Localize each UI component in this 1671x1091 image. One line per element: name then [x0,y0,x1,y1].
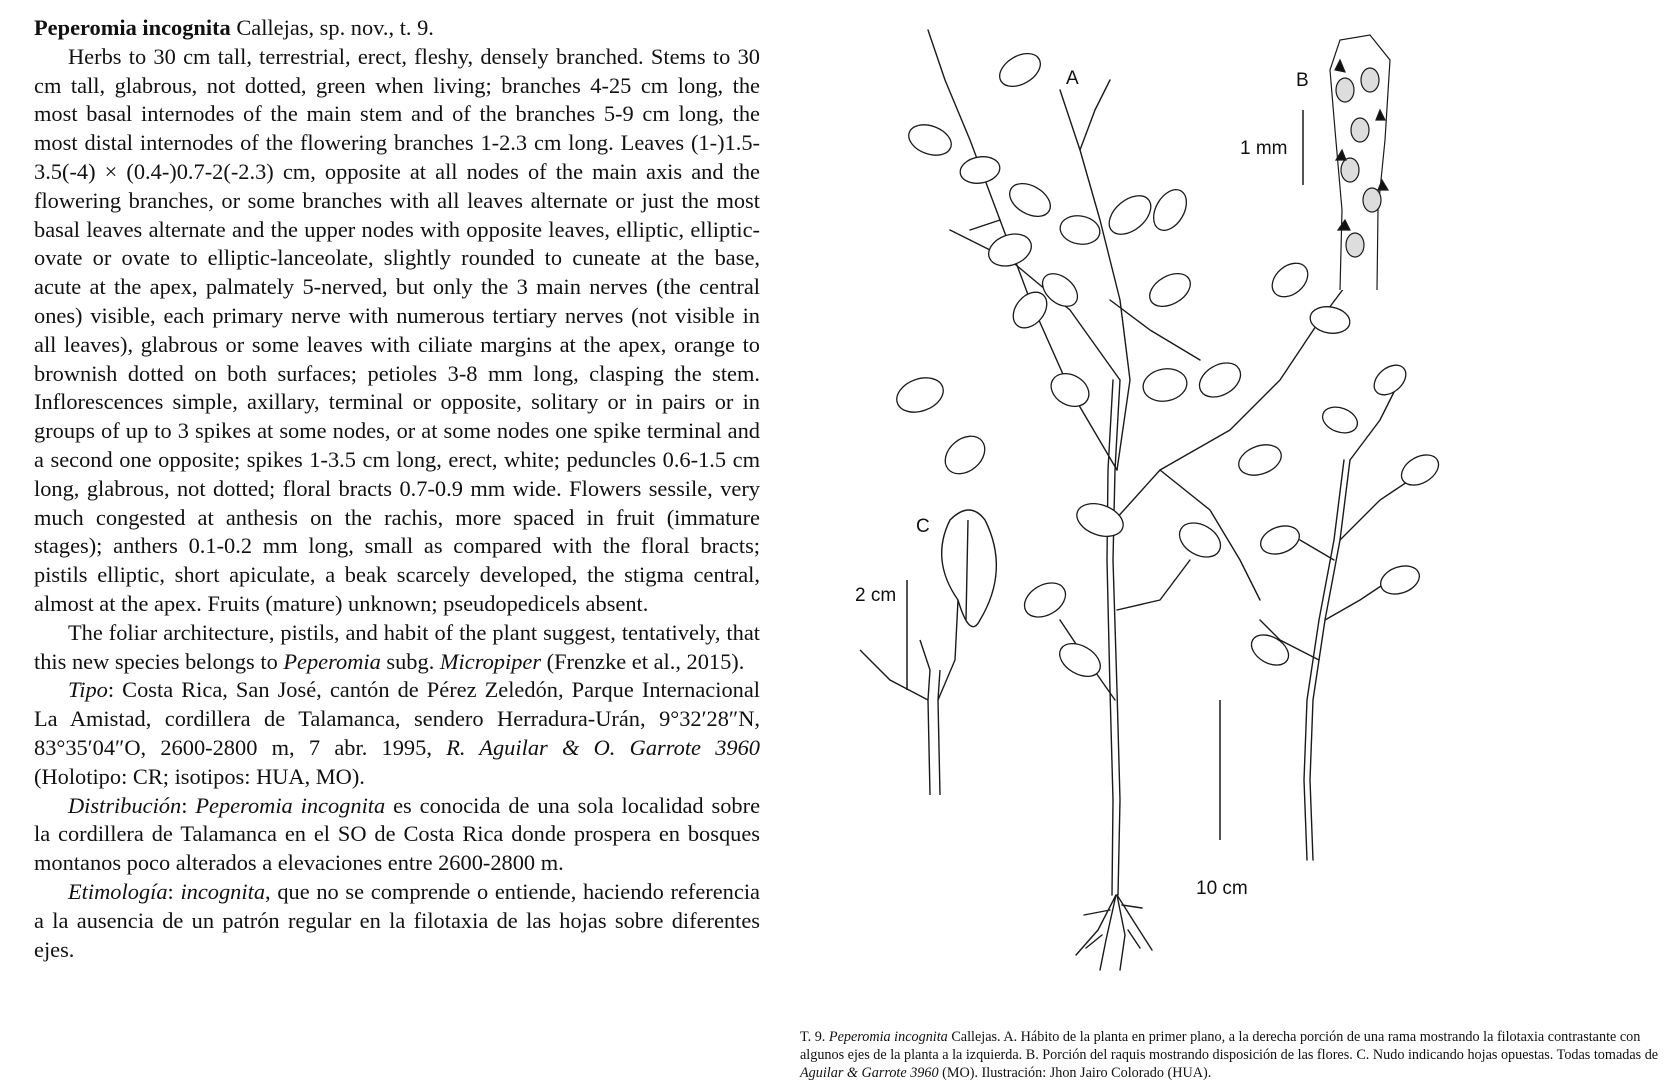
species-name: Peperomia incognita [34,15,231,40]
distribution-label: Distribución [68,792,182,818]
botanical-illustration [780,0,1671,1030]
detail-b-drawing [1330,35,1390,290]
figure-caption: T. 9. Peperomia incognita Callejas. A. Hábito de la planta en primer plano, a la derecha porción de una rama mostrando la filotaxia contrastante con algunos ejes de la planta a la izquierda. B. Porción del raquis mostrando disposición de las flores. C. Nudo indicando hojas opuestas. Todas tomadas de Aguilar & Garrote 3960 (MO). Ilustración: Jhon Jairo Colorado (HUA). [800,1029,1659,1081]
article-text [34,14,760,964]
scale-label-a: 10 cm [1196,878,1248,899]
leaves-right-branch [1246,359,1444,671]
figure-label-c: C [916,516,930,537]
etymology-paragraph: Etimología: incognita, que no se comprende o entiende, haciendo referencia a la ausencia de un patrón regular en la filotaxia de las hojas sobre diferentes ejes. [34,878,760,962]
scale-label-b: 1 mm [1240,138,1288,159]
figure-label-b: B [1296,70,1309,91]
etymology-label: Etimología [68,878,168,904]
roots [1076,895,1152,970]
plant-drawing [780,0,1671,1030]
type-collectors: R. Aguilar & O. Garrote 3960 [446,734,761,760]
distribution-paragraph: Distribución: Peperomia incognita es conocida de una sola localidad sobre la cordillera de Talamanca en el SO de Costa Rica donde prospera en bosques montanos poco alterados a elevaciones entre 2600-2800 m. [34,792,761,876]
scale-label-c: 2 cm [855,585,897,606]
description-paragraph: Herbs to 30 cm tall, terrestrial, erect, fleshy, densely branched. Stems to 30 cm tall, glabrous, not dotted, green when living; branches 4-25 cm long, the most basal internodes of the main stem and of the branches 5-9 cm long, the most distal internodes of the flowering branches 1-2.3 cm long. Leaves (1-)1.5-3.5(-4) × (0.4-)0.7-2(-2.3) cm, opposite at all nodes of the main axis and the flowering branches, or some branches with all leaves alternate or just the most basal leaves alternate and the upper nodes with opposite leaves, elliptic, elliptic-ovate or ovate to elliptic-lanceolate, slightly rounded to cuneate at the base, acute at the apex, palmately 5-nerved, but only the 3 main nerves (the central ones) visible, each primary nerve with numerous tertiary nerves (not visible in all leaves), glabrous or some leaves with ciliate margins at the apex, orange to brownish dotted on both surfaces; petioles 3-8 mm long, clasping the stem. Inflorescences simple, axillary, terminal or opposite, solitary or in pairs or in groups of up to 3 spikes at some nodes, or at some nodes one spike terminal and a second one opposite; spikes 1-3.5 cm long, erect, white; peduncles 0.6-1.5 cm long, glabrous, not dotted; floral bracts 0.7-0.9 mm wide. Flowers sessile, very much congested at anthesis on the rachis, more spaced in fruit (immature stages); anthers 0.1-0.2 mm long, small as compared with the floral bracts; pistils elliptic, short apiculate, a beak scarcely developed, the stigma central, almost at the apex. Fruits (mature) unknown; pseudopedicels absent. [34,43,760,616]
right-branch [1310,460,1350,860]
remark-paragraph: The foliar architecture, pistils, and habit of the plant suggest, tentatively, that this new species belongs to Peperomia subg. Micropiper (Frenzke et al., 2015). [34,619,760,674]
figure-label-a: A [1066,68,1079,89]
type-label: Tipo [68,677,108,703]
detail-c-drawing [860,510,996,795]
species-heading [34,14,760,43]
type-paragraph: Tipo: Costa Rica, San José, cantón de Pérez Zeledón, Parque Internacional La Amistad, cordillera de Talamanca, sendero Herradura-Urán, 9°32′28″N, 83°35′04″O, 2600-2800 m, 7 abr. 1995, R. Aguilar & O. Garrote 3960 (Holotipo: CR; isotipos: HUA, MO). [34,677,761,789]
species-authority: Callejas, sp. nov., t. 9. [236,15,434,40]
